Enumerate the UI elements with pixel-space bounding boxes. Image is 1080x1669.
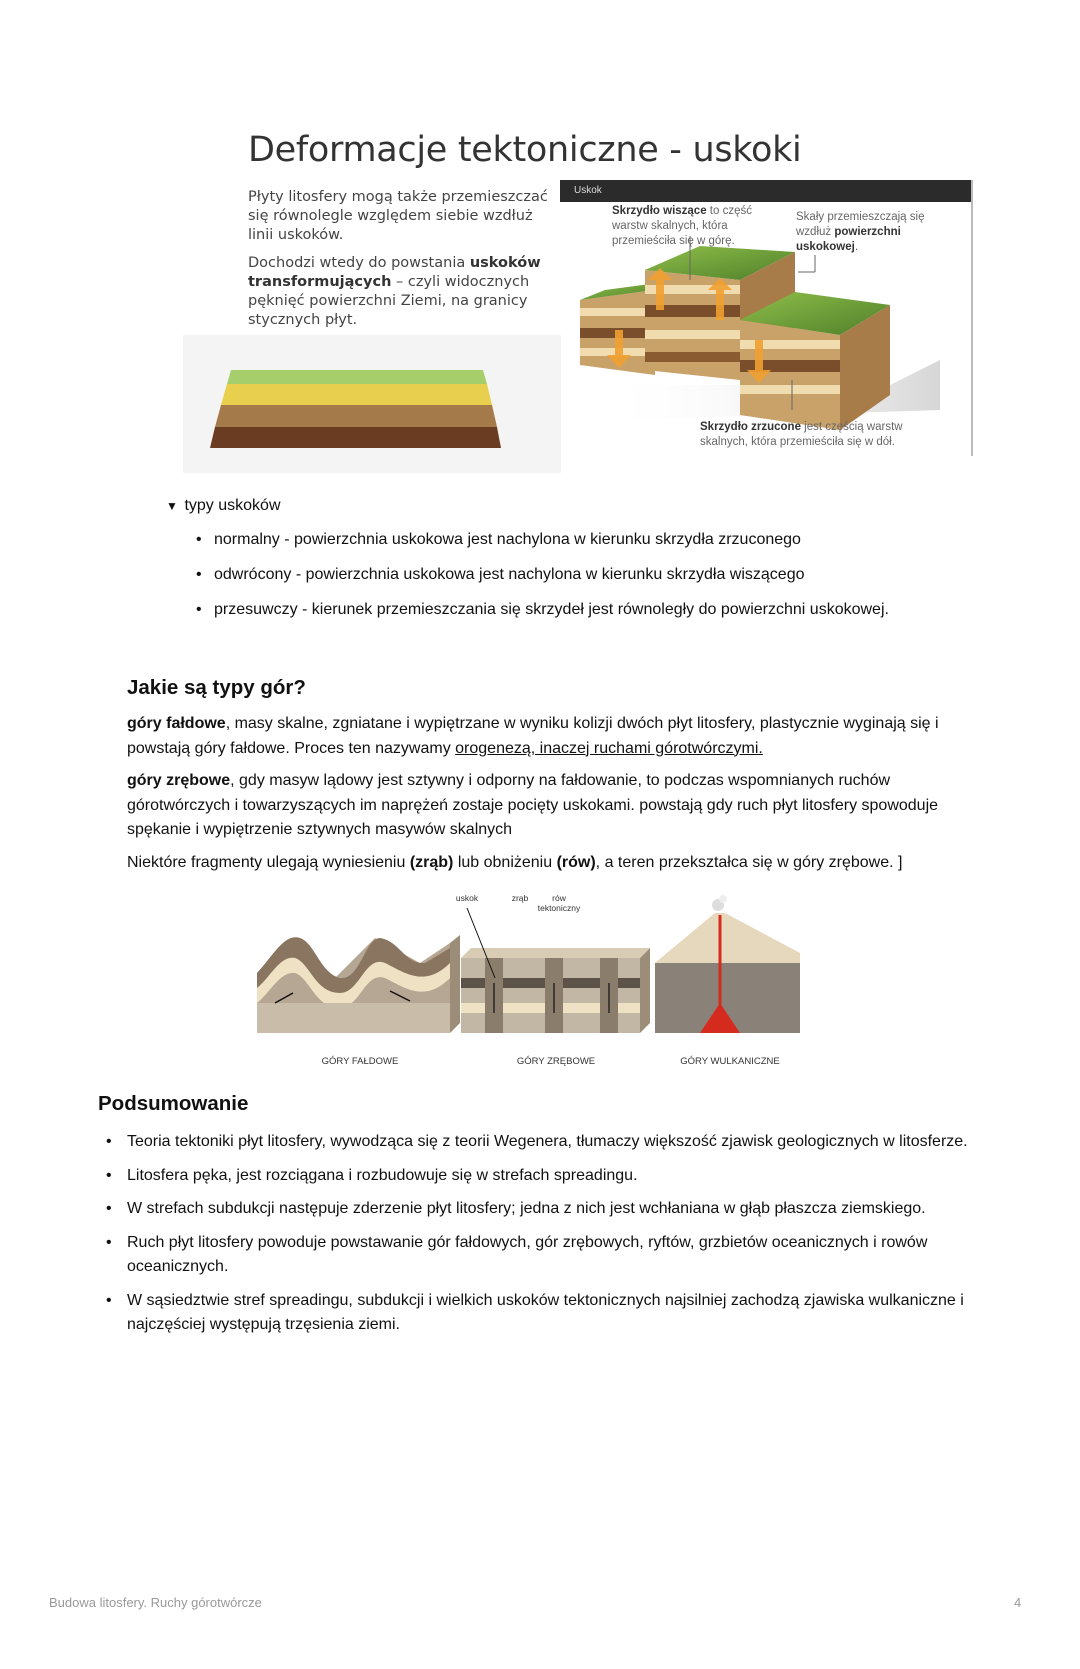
graben-annotation: rów tektoniczny bbox=[537, 893, 581, 913]
graben-term: (rów) bbox=[556, 853, 596, 871]
summary-heading: Podsumowanie bbox=[98, 1092, 249, 1115]
horst-text-c: lub obniżeniu bbox=[453, 853, 557, 871]
list-item: • normalny - powierzchnia uskokowa jest nachylona w kierunku skrzydła zrzuconego bbox=[196, 530, 986, 550]
mountain-types-section bbox=[127, 676, 957, 883]
fold-mountains-paragraph bbox=[127, 712, 957, 761]
layer-grass bbox=[227, 370, 487, 384]
block-mountains-paragraph bbox=[127, 769, 957, 843]
slide-paragraph-1: Płyty litosfery mogą także przemieszczać się równolegle względem siebie wzdłuż linii uskoków. bbox=[248, 189, 548, 243]
summary-section bbox=[98, 1092, 978, 1347]
hanging-wall-label bbox=[612, 204, 772, 249]
fault-surface-label-text: Skały przemieszczają się wzdłuż bbox=[796, 211, 925, 238]
slide-deformacje bbox=[183, 120, 973, 480]
triangle-down-icon: ▼ bbox=[166, 499, 178, 513]
rock-layers-illustration bbox=[183, 335, 561, 473]
fault-diagram-header: Uskok bbox=[560, 180, 971, 202]
fold-mountains-caption: GÓRY FAŁDOWE bbox=[321, 1056, 399, 1067]
slide-p2-bold: uskoków transformujących bbox=[248, 255, 541, 290]
list-item: • Teoria tektoniki płyt litosfery, wywodząca się z teorii Wegenera, tłumaczy większość zjawisk geologicznych w litosferze. bbox=[98, 1130, 978, 1155]
hanging-wall-label-text: to część warstw skalnych, która przemieściła się w górę. bbox=[612, 205, 752, 247]
slide-p2-end: – czyli widocznych pęknięć powierzchni Ziemi, na granicy stycznych płyt. bbox=[248, 274, 530, 328]
mountain-types-figure bbox=[255, 893, 855, 1068]
list-item: • Litosfera pęka, jest rozciągana i rozbudowuje się w strefach spreadingu. bbox=[98, 1164, 978, 1189]
slide-text bbox=[248, 188, 560, 339]
block-mountains-text: , gdy masyw lądowy jest sztywny i odporny na fałdowanie, to podczas wspomnianych ruchów górotwórczych i towarzyszących im naprężeń zostaje pocięty uskokami. powstają gdy ruch płyt litosfery spowoduje spękanie i wypiętrzenie sztywnych masywów skalnych bbox=[127, 772, 939, 838]
layer-soil bbox=[215, 405, 497, 427]
fault-surface-label bbox=[796, 210, 936, 255]
list-item: • Ruch płyt litosfery powoduje powstawanie gór fałdowych, gór zrębowych, ryftów, grzbietów oceanicznych i rowów oceanicznych. bbox=[98, 1231, 978, 1280]
horst-term: (zrąb) bbox=[409, 853, 454, 871]
fault-types-toggle[interactable] bbox=[166, 497, 986, 515]
horst-annotation: zrąb bbox=[511, 893, 529, 903]
horst-text-e: , a teren przekształca się w góry zrębowe. ] bbox=[595, 853, 903, 871]
block-mountains-caption: GÓRY ZRĘBOWE bbox=[516, 1056, 596, 1067]
hanging-wall-label-bold: Skrzydło wiszące bbox=[612, 205, 707, 217]
orogeny-link[interactable]: orogenezą, inaczej ruchami górotwórczymi. bbox=[455, 739, 763, 757]
summary-list bbox=[98, 1130, 978, 1338]
list-item: • W strefach subdukcji następuje zderzenie płyt litosfery; jedna z nich jest wchłaniana w głąb płaszcza ziemskiego. bbox=[98, 1197, 978, 1222]
block-mountains-term: góry zrębowe bbox=[127, 772, 231, 789]
fault-types-heading: typy uskoków bbox=[184, 497, 281, 514]
fold-mountains-text: , masy skalne, zgniatane i wypiętrzane w wyniku kolizji dwóch płyt litosfery, plastycznie wyginają się i powstają góry fałdowe. Proces ten nazywamy bbox=[127, 715, 939, 757]
list-item: • przesuwczy - kierunek przemieszczania się skrzydeł jest równoległy do powierzchni uskokowej. bbox=[196, 600, 986, 620]
fault-annotation: uskok bbox=[455, 893, 479, 903]
list-item: • odwrócony - powierzchnia uskokowa jest nachylona w kierunku skrzydła wiszącego bbox=[196, 565, 986, 585]
footwall-label-bold: Skrzydło zrzucone bbox=[700, 421, 801, 433]
slide-title: Deformacje tektoniczne - uskoki bbox=[248, 130, 802, 170]
fault-surface-label-end: . bbox=[854, 241, 859, 253]
volcano-illustration bbox=[655, 895, 800, 1033]
slide-paragraph-2 bbox=[248, 254, 560, 330]
mountain-types-heading: Jakie są typy gór? bbox=[127, 676, 306, 699]
layer-rock bbox=[210, 427, 501, 448]
fold-mountains-illustration bbox=[257, 935, 460, 1033]
list-item: • W sąsiedztwie stref spreadingu, subdukcji i wielkich uskoków tektonicznych najsilniej zachodzą zjawiska wulkaniczne i najczęściej występują trzęsienia ziemi. bbox=[98, 1289, 978, 1338]
volcanic-mountains-caption: GÓRY WULKANICZNE bbox=[680, 1056, 780, 1067]
footwall-label-text: jest częścią warstw skalnych, która przemieściła się w dół. bbox=[700, 421, 903, 448]
fault-types-list bbox=[196, 530, 986, 620]
page-number: 4 bbox=[1014, 1595, 1022, 1610]
footer-title: Budowa litosfery. Ruchy górotwórcze bbox=[49, 1595, 262, 1610]
slide-p2-start: Dochodzi wtedy do powstania bbox=[248, 255, 470, 271]
footwall-label bbox=[700, 420, 930, 450]
layer-sand bbox=[221, 384, 492, 405]
horst-text-a: Niektóre fragmenty ulegają wyniesieniu bbox=[127, 853, 410, 871]
fault-types-section bbox=[166, 497, 986, 635]
fold-mountains-term: góry fałdowe bbox=[127, 715, 226, 732]
horst-graben-paragraph bbox=[127, 851, 957, 876]
fault-diagram bbox=[560, 180, 973, 456]
fault-surface-label-bold: powierzchni uskokowej bbox=[796, 226, 901, 253]
block-mountains-illustration bbox=[461, 908, 650, 1033]
